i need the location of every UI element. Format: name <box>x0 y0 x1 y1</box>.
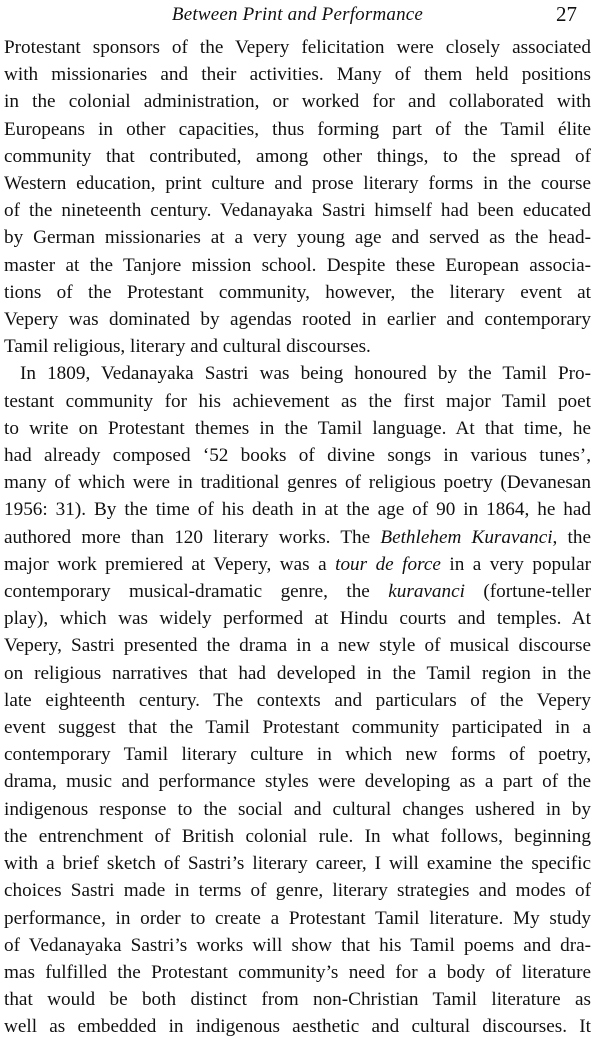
running-title: Between Print and Performance <box>171 4 424 25</box>
text-line: on religious narratives that had developed in the Tamil region in the <box>4 662 591 684</box>
running-header <box>4 0 591 34</box>
text-line: with a brief sketch of Sastri’s literary career, I will examine the specific <box>4 853 591 875</box>
text-line: Western education, print culture and prose literary forms in the course <box>4 173 591 195</box>
genre-term: kuravanci <box>388 581 465 603</box>
text-line <box>4 524 591 551</box>
text-line: by German missionaries at a very young age and served as the head- <box>4 227 591 249</box>
italic-phrase: tour de force <box>335 553 441 575</box>
text-line: tions of the Protestant community, however, the literary event at <box>4 281 591 303</box>
text-line: that would be both distinct from non-Christian Tamil literature as <box>4 989 591 1011</box>
text-line: testant community for his achievement as the first major Tamil poet <box>4 390 591 412</box>
text-segment: contemporary musical-dramatic genre, the <box>4 581 389 603</box>
text-line: Vepery was dominated by agendas rooted in earlier and contemporary <box>4 309 591 331</box>
text-line <box>4 578 591 605</box>
text-line: In 1809, Vedanayaka Sastri was being honoured by the Tamil Pro- <box>20 363 591 385</box>
text-segment: , the <box>552 526 591 548</box>
text-line: indigenous response to the social and cultural changes ushered in by <box>4 798 591 820</box>
page-number: 27 <box>556 2 577 26</box>
paragraph-1 <box>4 34 591 360</box>
text-line: Vepery, Sastri presented the drama in a new style of musical discourse <box>4 635 591 657</box>
text-segment: in a very popular <box>440 553 591 575</box>
text-line: late eighteenth century. The contexts and particulars of the Vepery <box>4 689 591 711</box>
text-line: performance, in order to create a Protestant Tamil literature. My study <box>4 907 591 929</box>
text-line: contemporary Tamil literary culture in which new forms of poetry, <box>4 744 591 766</box>
text-line <box>4 551 591 578</box>
text-line: event suggest that the Tamil Protestant community participated in a <box>4 717 591 739</box>
text-line: to write on Protestant themes in the Tamil language. At that time, he <box>4 417 591 439</box>
text-line: had already composed ‘52 books of divine songs in various tunes’, <box>4 445 591 467</box>
text-line: of the nineteenth century. Vedanayaka Sastri himself had been educated <box>4 200 591 222</box>
text-line: community that contributed, among other things, to the spread of <box>4 145 591 167</box>
text-line: Europeans in other capacities, thus forming part of the Tamil élite <box>4 118 591 140</box>
text-line: drama, music and performance styles were developing as a part of the <box>4 771 591 793</box>
text-segment: (fortune-teller <box>464 581 591 603</box>
text-line: with missionaries and their activities. Many of them held positions <box>4 64 591 86</box>
text-line: Protestant sponsors of the Vepery felicitation were closely associated <box>4 37 591 58</box>
text-line: 1956: 31). By the time of his death in at the age of 90 in 1864, he had <box>4 499 591 521</box>
work-title: Bethlehem Kuravanci <box>380 526 553 548</box>
text-segment: major work premiered at Vepery, was a <box>4 553 336 575</box>
body-text <box>4 34 591 1041</box>
text-line: Tamil religious, literary and cultural discourses. <box>4 336 371 358</box>
text-segment: authored more than 120 literary works. The <box>4 526 381 548</box>
text-line: in the colonial administration, or worked for and collaborated with <box>4 91 591 113</box>
text-line: choices Sastri made in terms of genre, literary strategies and modes of <box>4 880 591 902</box>
text-line: mas fulfilled the Protestant community’s need for a body of literature <box>4 961 591 983</box>
text-line: master at the Tanjore mission school. Despite these European associa- <box>4 254 591 276</box>
text-line: of Vedanayaka Sastri’s works will show that his Tamil poems and dra- <box>4 934 591 956</box>
text-line: many of which were in traditional genres of religious poetry (Devanesan <box>4 472 591 494</box>
text-line: the entrenchment of British colonial rule. In what follows, beginning <box>4 825 591 847</box>
text-line: play), which was widely performed at Hindu courts and temples. At <box>4 608 591 630</box>
paragraph-2 <box>4 360 591 1040</box>
text-line: well as embedded in indigenous aesthetic and cultural discourses. It <box>4 1016 591 1038</box>
